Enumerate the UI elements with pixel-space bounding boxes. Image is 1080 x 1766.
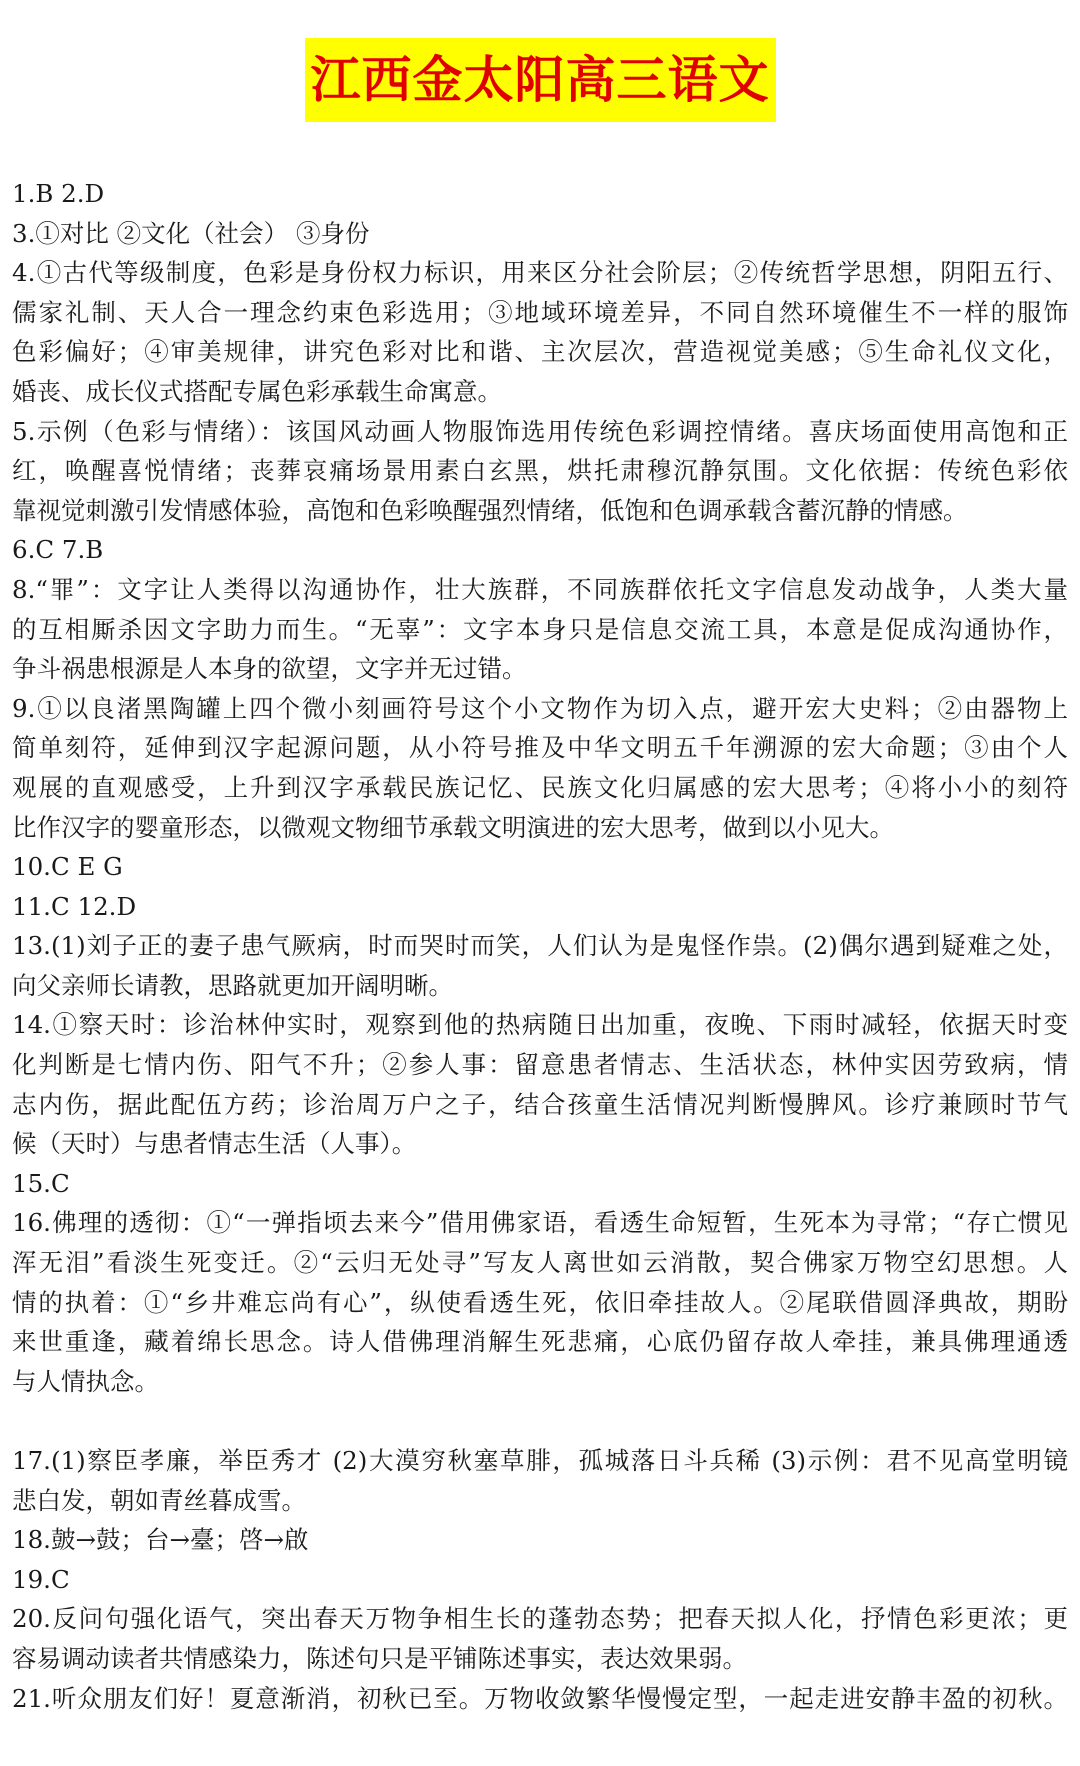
text-line: 18.皷→鼓；台→臺；啓→啟 xyxy=(12,1525,309,1555)
page-title: 江西金太阳高三语文 xyxy=(305,38,776,122)
text-line: 6.C 7.B xyxy=(12,535,104,565)
text-line: 11.C 12.D xyxy=(12,891,137,921)
text-line: 20.反问句强化语气，突出春天万物争相生长的蓬勃态势；把春天拟人化，抒情色彩更浓；更 xyxy=(12,1604,1068,1634)
text-line: 靠视觉刺激引发情感体验，高饱和色彩唤醒强烈情绪，低饱和色调承载含蓄沉静的情感。 xyxy=(12,495,968,525)
text-line: 候（天时）与患者情志生活（人事）。 xyxy=(12,1129,417,1159)
text-line: 与人情执念。 xyxy=(12,1366,159,1396)
text-line: 色彩偏好；④审美规律，讲究色彩对比和谐、主次层次，营造视觉美感；⑤生命礼仪文化， xyxy=(12,337,1068,367)
text-line: 14.①察天时：诊治林仲实时，观察到他的热病随日出加重，夜晚、下雨时减轻，依据天时变 xyxy=(12,1010,1068,1040)
text-line: 化判断是七情内伤、阳气不升；②参人事：留意患者情志、生活状态，林仲实因劳致病，情 xyxy=(12,1050,1068,1080)
text-line: 13.(1)刘子正的妻子患气厥病，时而哭时而笑，人们认为是鬼怪作祟。(2)偶尔遇到疑难之处， xyxy=(12,931,1068,961)
text-line: 容易调动读者共情感染力，陈述句只是平铺陈述事实，表达效果弱。 xyxy=(12,1643,747,1673)
text-line: 19.C xyxy=(12,1564,70,1594)
text-line: 来世重逢，藏着绵长思念。诗人借佛理消解生死悲痛，心底仍留存故人牵挂，兼具佛理通透 xyxy=(12,1327,1068,1357)
text-line: 儒家礼制、天人合一理念约束色彩选用；③地域环境差异，不同自然环境催生不一样的服饰 xyxy=(12,297,1068,327)
text-line: 比作汉字的婴童形态，以微观文物细节承载文明演进的宏大思考，做到以小见大。 xyxy=(12,812,894,842)
text-line: 10.C E G xyxy=(12,852,123,882)
text-line: 志内伤，据此配伍方药；诊治周万户之子，结合孩童生活情况判断慢脾风。诊疗兼顾时节气 xyxy=(12,1089,1068,1119)
text-line: 16.佛理的透彻：①“一弹指顷去来今”借用佛家语，看透生命短暂，生死本为寻常；“存亡惯见 xyxy=(12,1208,1068,1238)
text-line: 17.(1)察臣孝廉，举臣秀才 (2)大漠穷秋塞草腓，孤城落日斗兵稀 (3)示例：君不见高堂明镜 xyxy=(12,1446,1068,1475)
text-line: 争斗祸患根源是人本身的欲望，文字并无过错。 xyxy=(12,654,527,684)
text-line: 浑无泪”看淡生死变迁。②“云归无处寻”写友人离世如云消散，契合佛家万物空幻思想。人 xyxy=(12,1248,1068,1278)
text-line: 悲白发，朝如青丝暮成雪。 xyxy=(12,1485,306,1515)
text-line: 15.C xyxy=(12,1168,70,1198)
text-line: 9.①以良渚黑陶罐上四个微小刻画符号这个小文物作为切入点，避开宏大史料；②由器物上 xyxy=(12,693,1068,723)
text-line: 的互相厮杀因文字助力而生。“无辜”：文字本身只是信息交流工具，本意是促成沟通协作， xyxy=(12,614,1068,644)
text-line: 简单刻符，延伸到汉字起源问题，从小符号推及中华文明五千年溯源的宏大命题；③由个人 xyxy=(12,733,1068,763)
text-line: 1.B 2.D xyxy=(12,179,105,208)
text-line: 红，唤醒喜悦情绪；丧葬哀痛场景用素白玄黑，烘托肃穆沉静氛围。文化依据：传统色彩依 xyxy=(12,456,1068,486)
blank-line xyxy=(12,1401,1068,1441)
text-line: 8.“罪”：文字让人类得以沟通协作，壮大族群，不同族群依托文字信息发动战争，人类大量 xyxy=(12,574,1068,604)
answer-text-body xyxy=(12,174,1068,1718)
text-line: 5.示例（色彩与情绪）：该国风动画人物服饰选用传统色彩调控情绪。喜庆场面使用高饱和正 xyxy=(12,416,1068,446)
text-line: 向父亲师长请教，思路就更加开阔明晰。 xyxy=(12,970,453,1000)
text-line: 情的执着：①“乡井难忘尚有心”，纵使看透生死，依旧牵挂故人。②尾联借圆泽典故，期盼 xyxy=(12,1287,1068,1317)
text-line: 3.①对比 ②文化（社会） ③身份 xyxy=(12,218,370,248)
text-line: 观展的直观感受，上升到汉字承载民族记忆、民族文化归属感的宏大思考；④将小小的刻符 xyxy=(12,772,1068,802)
text-line: 21.听众朋友们好！夏意渐消，初秋已至。万物收敛繁华慢慢定型，一起走进安静丰盈的初秋。 xyxy=(12,1683,1068,1713)
text-line: 婚丧、成长仪式搭配专属色彩承载生命寓意。 xyxy=(12,376,502,406)
text-line: 4.①古代等级制度，色彩是身份权力标识，用来区分社会阶层；②传统哲学思想，阴阳五行、 xyxy=(12,258,1068,288)
title-wrap xyxy=(0,38,1080,122)
